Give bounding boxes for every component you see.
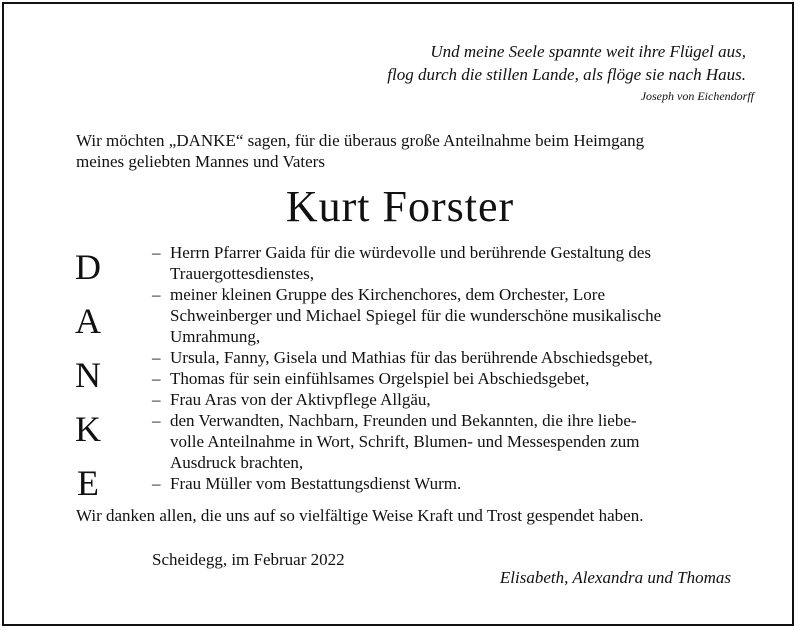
dash-bullet: –: [152, 411, 161, 430]
danke-letter: K: [75, 409, 101, 449]
dash-bullet: –: [152, 348, 161, 367]
list-item-line: Ursula, Fanny, Gisela und Mathias für das berührende Abschiedsgebet,: [170, 348, 653, 367]
list-item: [150, 347, 780, 368]
deceased-name: Kurt Forster: [285, 182, 515, 231]
list-item-line: Frau Aras von der Aktivpflege Allgäu,: [170, 390, 431, 409]
dash-bullet: –: [152, 390, 161, 409]
list-item: [150, 284, 780, 347]
intro-line: Wir möchten „DANKE“ sagen, für die überaus große Anteilnahme beim Heimgang: [76, 131, 645, 150]
signature: Elisabeth, Alexandra und Thomas: [499, 568, 731, 587]
closing-text: Wir danken allen, die uns auf so vielfältige Weise Kraft und Trost gespendet haben.: [76, 506, 644, 525]
danke-letter: N: [75, 355, 101, 395]
thanks-list: [150, 242, 780, 494]
list-item: [150, 368, 780, 389]
danke-letter: D: [75, 247, 101, 287]
list-item-line: Umrahmung,: [170, 327, 261, 346]
list-item-line: Thomas für sein einfühlsames Orgelspiel bei Abschiedsgebet,: [170, 369, 590, 388]
list-item-line: Frau Müller vom Bestattungsdienst Wurm.: [170, 474, 462, 493]
list-item-line: den Verwandten, Nachbarn, Freunden und Bekannten, die ihre liebe-: [170, 411, 637, 430]
danke-letter: A: [75, 301, 101, 341]
list-item-line: volle Anteilnahme in Wort, Schrift, Blumen- und Messespenden zum: [170, 432, 640, 451]
intro-line: meines geliebten Mannes und Vaters: [76, 152, 325, 171]
list-item: [150, 410, 780, 473]
poem-line: Und meine Seele spannte weit ihre Flügel aus,: [430, 42, 746, 61]
list-item-line: Herrn Pfarrer Gaida für die würdevolle und berührende Gestaltung des: [170, 243, 652, 262]
poem-line: flog durch die stillen Lande, als flöge sie nach Haus.: [387, 65, 746, 84]
vertical-danke: [66, 240, 110, 510]
intro-text: [76, 130, 756, 172]
danke-letter: E: [77, 463, 99, 503]
dash-bullet: –: [152, 243, 161, 262]
list-item-line: Trauergottesdienstes,: [170, 264, 315, 283]
list-item-line: Schweinberger und Michael Spiegel für die wunderschöne musikalische: [170, 306, 662, 325]
list-item: [150, 242, 780, 284]
list-item: [150, 473, 780, 494]
dash-bullet: –: [152, 474, 161, 493]
poem-author: Joseph von Eichendorff: [640, 89, 754, 103]
list-item-line: meiner kleinen Gruppe des Kirchenchores, dem Orchester, Lore: [170, 285, 606, 304]
list-item-line: Ausdruck brachten,: [170, 453, 304, 472]
dash-bullet: –: [152, 369, 161, 388]
place-date: Scheidegg, im Februar 2022: [152, 550, 345, 569]
poem-block: [387, 40, 754, 105]
list-item: [150, 389, 780, 410]
dash-bullet: –: [152, 285, 161, 304]
